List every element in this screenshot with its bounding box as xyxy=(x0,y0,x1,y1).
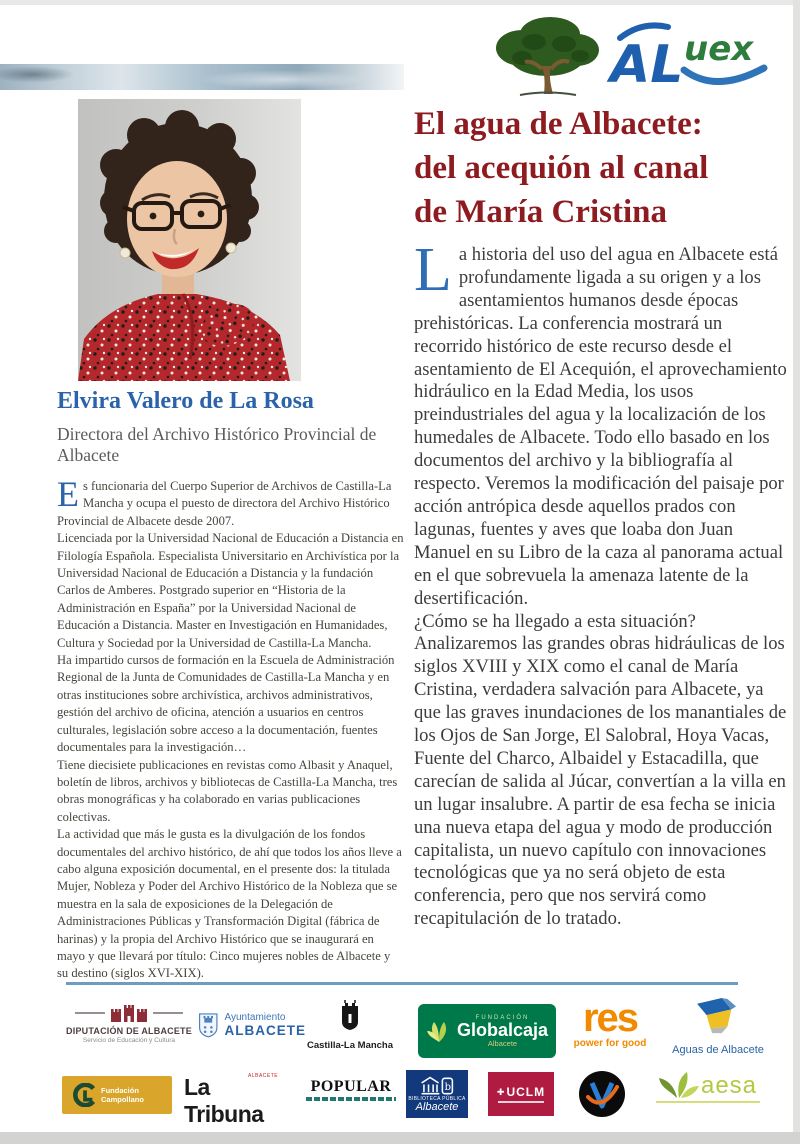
bio-text: s funcionaria del Cuerpo Superior de Archivos de Castilla-La Mancha y ocupa el puesto de directora del Archivo Histórico Provincial de Albacete desde 2007. xyxy=(57,479,392,528)
sponsor-uclm xyxy=(488,1072,554,1116)
page-edge-bottom xyxy=(0,1132,800,1144)
article-title xyxy=(414,102,794,234)
uclm-tagline-bar xyxy=(498,1101,544,1103)
article-text: a historia del uso del agua en Albacete está profundamente ligada a su origen y a los asentamientos humanos desde épocas prehistóricas. La conferencia mostrará un recorrido histórico de este recurso desde el asentamiento de El Acequión, el aprovechamiento hidráulico en la Edad Media, los usos preindustriales del agua y la localización de los humedales de Albacete. Todo ello basado en los documentos del archivo y la bibliografía al respecto. Veremos la modificación del paisaje por acción antrópica desde aquellos prados con lagunas, fuentes y aves que loaba don Juan Manuel en su Libro de la caza al panorama actual en el que sobrevuela la amenaza latente de la desertificación. xyxy=(414,244,787,609)
aesa-tagline-bar xyxy=(656,1101,760,1103)
sponsor-label: POPULAR xyxy=(310,1078,392,1095)
jccm-emblem-icon xyxy=(339,1000,361,1030)
sponsor-sublabel: ALBACETE xyxy=(224,1023,306,1038)
leaves-icon xyxy=(659,1072,699,1098)
page-edge-top xyxy=(0,0,800,5)
sponsor-sublabel: Servicio de Educación y Cultura xyxy=(82,1037,176,1044)
speaker-role: Directora del Archivo Histórico Provincial de Albacete xyxy=(57,424,377,465)
sponsor-label: aesa xyxy=(700,1072,758,1099)
sponsor-fundacion-campollano xyxy=(62,1076,172,1114)
sponsor-label: Castilla-La Mancha xyxy=(306,1040,394,1051)
sponsor-label: UCLM xyxy=(506,1085,546,1099)
library-b-glyph: b xyxy=(444,1081,452,1093)
sponsor-label: res xyxy=(582,996,638,1040)
shield-icon xyxy=(198,1008,219,1042)
sponsor-label: Globalcaja xyxy=(456,1019,549,1040)
logo-al-text: AL xyxy=(610,35,684,95)
bio-paragraph xyxy=(57,474,404,530)
sponsor-label: Fundación Campollano xyxy=(101,1086,144,1104)
bio-paragraph: Licenciada por la Universidad Nacional de Educación a Distancia en Filología Española. Especialista Universitario en Archivística por la Universidad Nacional de Educación a Distancia y la fundación Carlos de Amberes. Postgrado superior en “Historia de la Administración en España” por la Universidad Nacional de Educación a Distancia. Master en Investigación en Humanidades, Cultura y Sociedad por la Universidad de Castilla-La Mancha. xyxy=(57,531,404,650)
page-edge-right xyxy=(793,0,800,1144)
article-paragraph xyxy=(414,236,791,611)
bio-dropcap: E xyxy=(57,474,79,514)
article-title-line: de María Cristina xyxy=(414,194,667,230)
castle-icon xyxy=(109,1002,149,1024)
leaf-icon xyxy=(426,1018,452,1044)
sponsor-biblioteca-publica-albacete xyxy=(406,1070,468,1118)
logo-uex-text: uex xyxy=(684,29,754,69)
sponsor-sublabel: power for good xyxy=(573,1038,647,1049)
article-body xyxy=(414,236,791,931)
popular-underline xyxy=(306,1097,396,1101)
cl-monogram-icon xyxy=(73,1083,97,1107)
sponsor-label: Ayuntamiento xyxy=(224,1012,286,1023)
sponsor-aesa xyxy=(646,1072,770,1103)
divider-rule xyxy=(66,982,738,985)
bio-paragraph: Tiene diecisiete publicaciones en revistas como Albasit y Anaquel, boletín de libros, archivos y bibliotecas de Castilla-La Mancha, tres obras monográficas y ha colaborado en varias publicaciones colectivas. xyxy=(57,757,398,824)
sponsor-label: Aguas de Albacete xyxy=(672,1044,764,1056)
sponsor-toplabel: FUNDACIÓN xyxy=(475,1014,530,1021)
sponsor-label: Albacete xyxy=(415,1100,459,1113)
cross-icon: ✚ xyxy=(496,1086,505,1097)
watercolor-band xyxy=(0,64,404,90)
bio-paragraph: Ha impartido cursos de formación en la Escuela de Administración Regional de la Junta de Comunidades de Castilla-La Mancha y en otras instituciones sobre archivística, archivos administrativos, gestión del archivo de oficina, atención a usuarios en centros culturales, legislación sobre acceso a la documentación, fuentes documentales para la investigación… xyxy=(57,653,395,755)
sponsor-ayuntamiento-albacete xyxy=(198,1008,306,1042)
sponsor-aguas-de-albacete xyxy=(652,998,784,1056)
sponsor-popular xyxy=(306,1078,396,1101)
bio-paragraph: La actividad que más le gusta es la divulgación de los fondos documentales del archivo histórico, de ahí que todos los años lleve a cabo alguna exposición documental, en el presente dos: la titulada Mujer, Nobleza y Poder del Archivo Histórico de la Nobleza que se muestra en la sala de exposiciones de la Delegación de Administraciones Públicas y Transformación Digital (fábrica de harinas) y la propia del Archivo Histórico que se inaugurará en mayo y que llevará por título: Cinco mujeres nobles de Albacete y su destino (siglos XVI-XIX). xyxy=(57,827,402,981)
sponsor-castilla-la-mancha xyxy=(302,1000,398,1051)
sponsor-label: DIPUTACIÓN DE ALBACETE xyxy=(66,1026,192,1036)
speaker-bio xyxy=(57,474,404,983)
article-title-line: El agua de Albacete: xyxy=(414,106,703,142)
article-dropcap: L xyxy=(414,236,452,304)
speaker-photo xyxy=(78,99,301,381)
flag-icon xyxy=(692,998,744,1036)
sponsor-globalcaja xyxy=(418,1004,556,1058)
speaker-name: Elvira Valero de La Rosa xyxy=(57,388,314,414)
aluex-logo xyxy=(606,18,778,96)
sponsor-diputacion-albacete xyxy=(56,1002,202,1044)
sponsor-label: La Tribuna xyxy=(184,1074,264,1127)
library-building-icon xyxy=(415,1076,459,1096)
sponsor-toplabel: BIBLIOTECA PÚBLICA xyxy=(408,1095,466,1102)
sponsor-vision-tv xyxy=(578,1070,626,1118)
article-paragraph: ¿Cómo se ha llegado a esta situación? Analizaremos las grandes obras hidráulicas de los siglos XVIII y XIX como el canal de María Cristina, verdadera salvación para Albacete, ya que las graves inundaciones de los manantiales de los Ojos de San Jorge, El Salobral, Hoya Vacas, Fuente del Charco, Albaidel y Estacadilla, que carecían de salida al Júcar, convertían a la villa en un lugar insalubre. A partir de esa fecha se inicia una nueva etapa del agua y modo de producción capitalista, un nuevo capítulo con innovaciones tecnológicas que ya no será objeto de esta conferencia, pero que nos servirá como recapitulación de lo tratado. xyxy=(414,610,787,930)
article-title-line: del acequión al canal xyxy=(414,150,709,186)
sponsor-res xyxy=(560,996,660,1049)
sponsor-sublabel: Albacete xyxy=(487,1038,518,1048)
tree-icon xyxy=(492,12,602,98)
sponsor-sublabel: ALBACETE xyxy=(248,1073,279,1079)
sponsor-la-tribuna xyxy=(184,1074,294,1128)
